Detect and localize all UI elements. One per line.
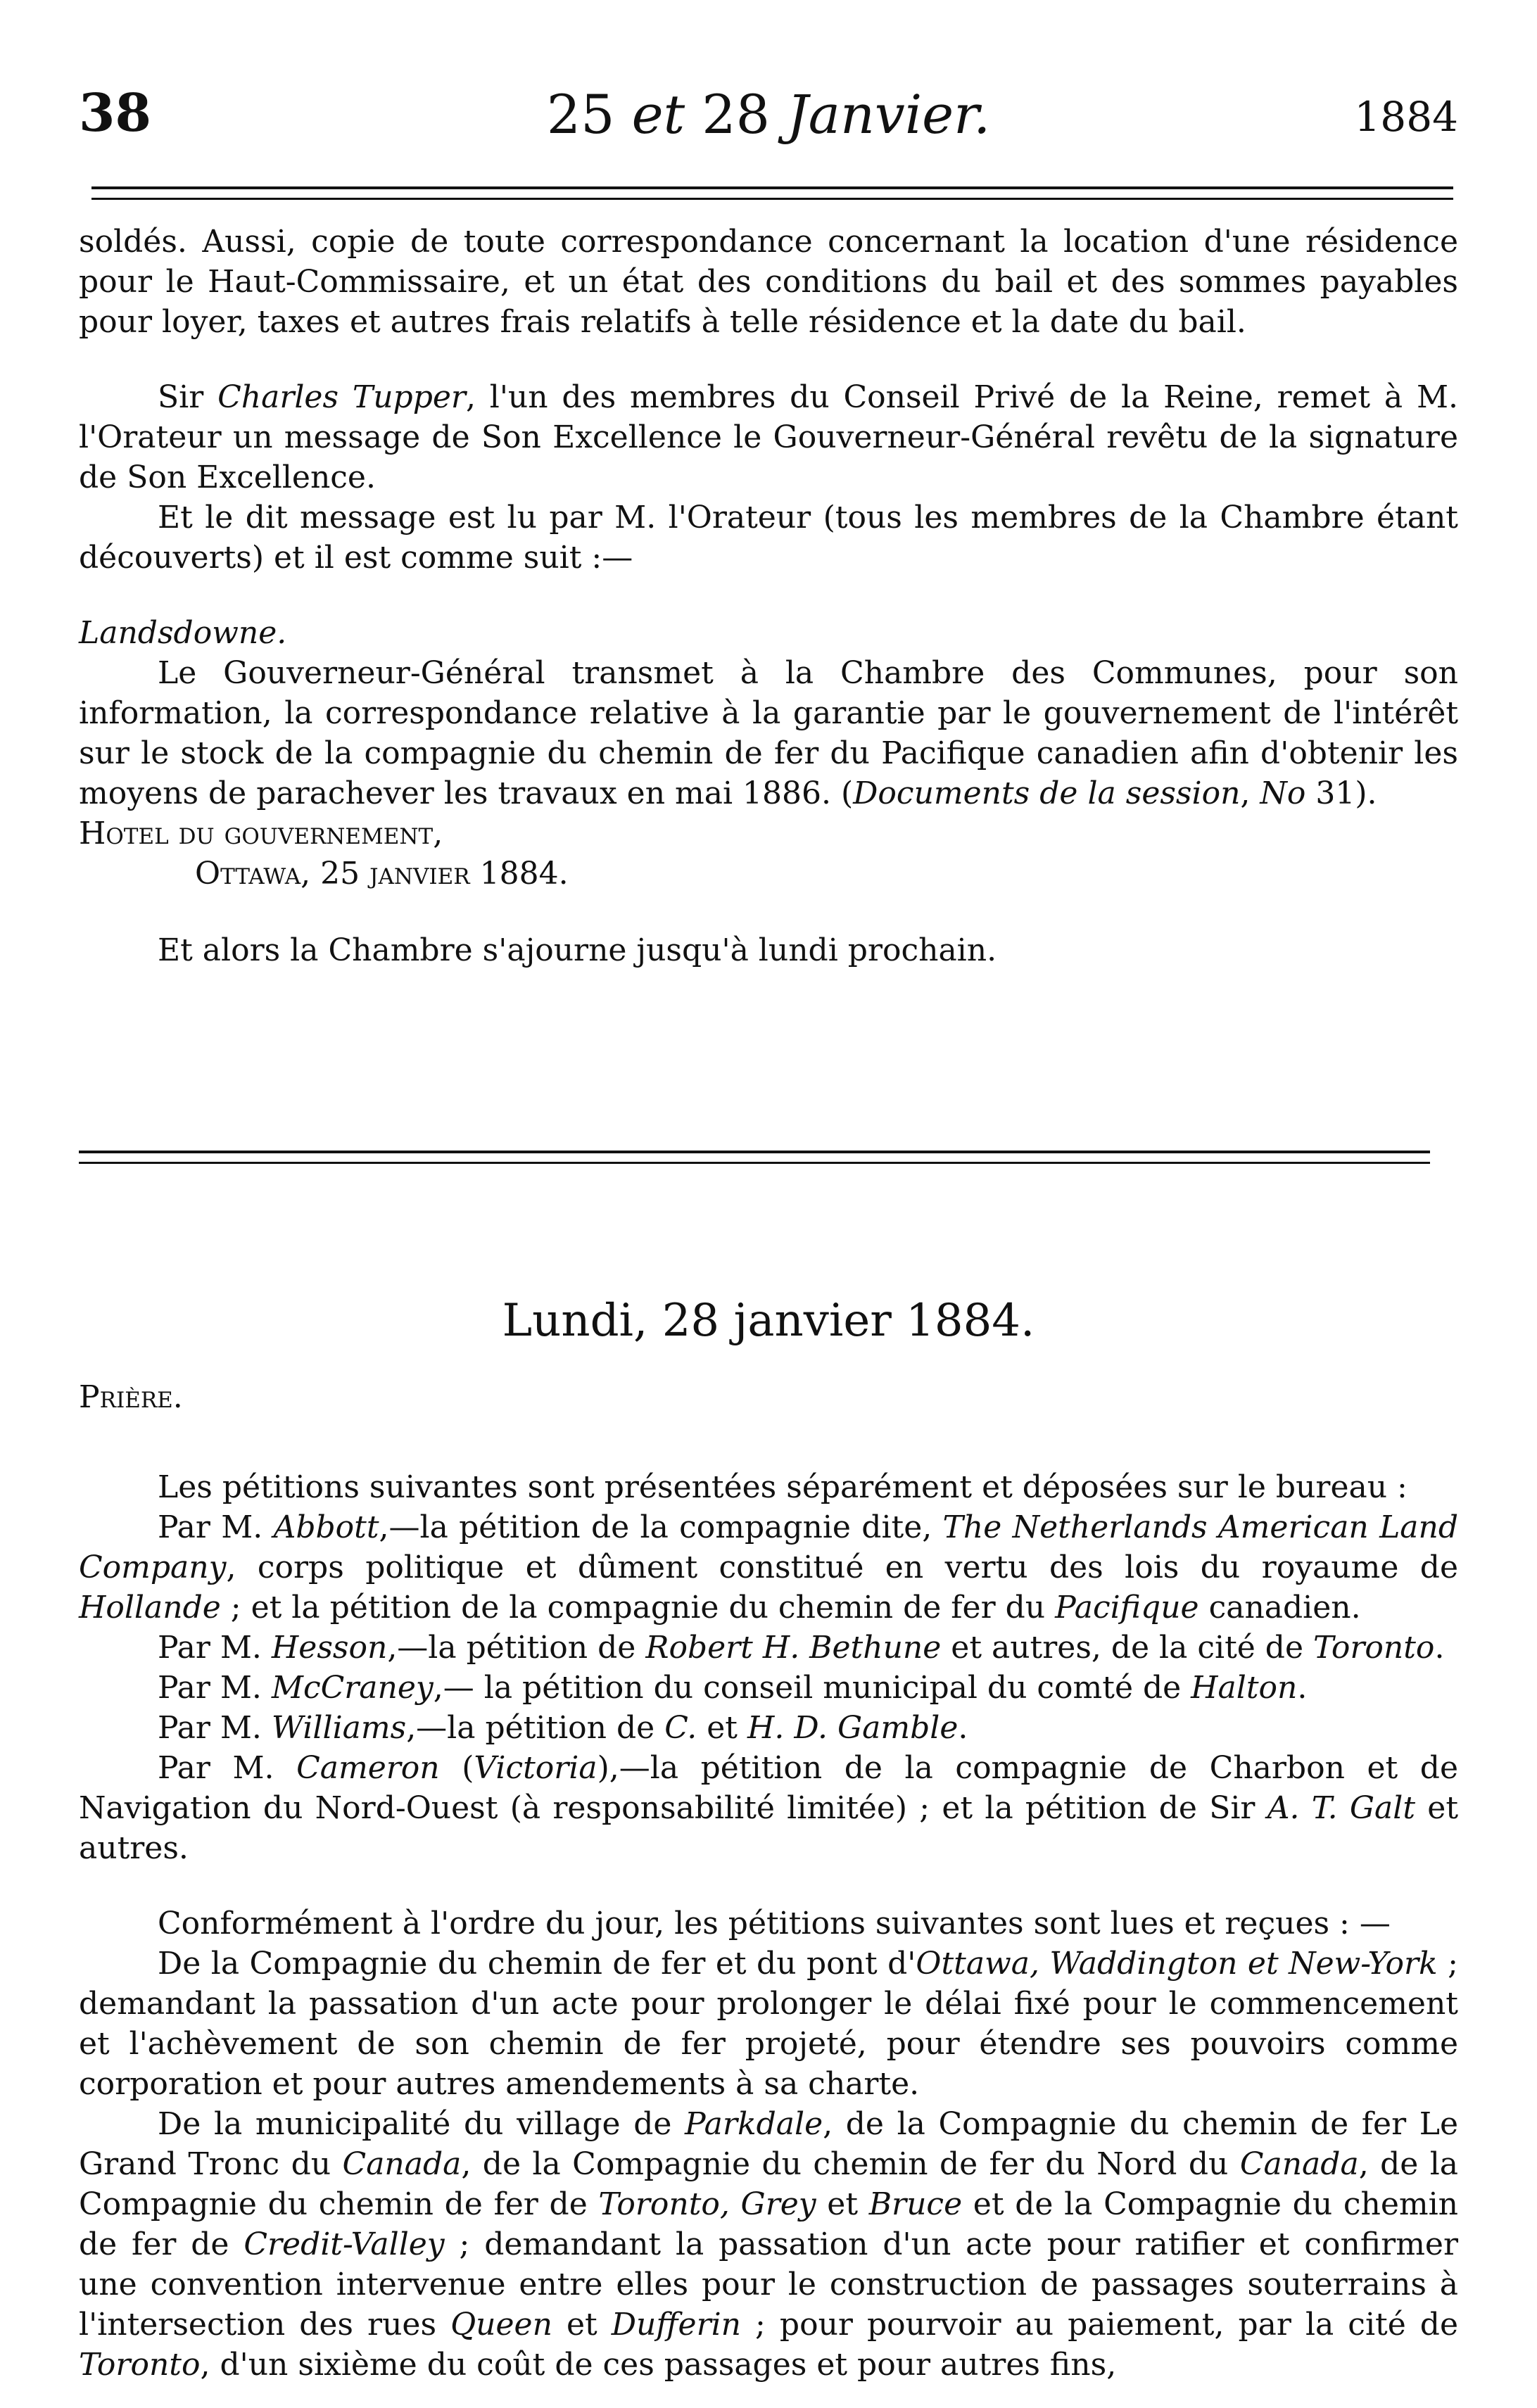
header-rule-top [91,186,1453,189]
title-et: et [631,83,685,146]
petition-abbott: Par M. Abbott,—la pétition de la compagnie dite, The Netherlands American Land Company, corps politique et dûment constitué en vertu des lois du royaume de Hollande ; et la pétition de la compagnie du chemin de fer du Pacifique canadien. [79,1509,1459,1626]
priere-label: Prière. [79,1379,183,1415]
title-month: Janvier. [787,83,991,146]
paragraph-solde: soldés. Aussi, copie de toute correspondance concernant la location d'une résidence pour le Haut-Commissaire, et un état des conditions du bail et des sommes payables pour loyer, taxes et autres frais relatifs à telle résidence et la date du bail. [79,224,1458,340]
paragraph-adjourn: Et alors la Chambre s'ajourne jusqu'à lundi prochain. [158,932,997,968]
signature-landsdowne: Landsdowne. [79,615,287,651]
paragraph-message: Et le dit message est lu par M. l'Orateur (tous les membres de la Chambre étant découverts) et il est comme suit :— [79,500,1458,576]
petition-parkdale: De la municipalité du village de Parkdale, de la Compagnie du chemin de fer Le Grand Tronc du Canada, de la Compagnie du chemin de fer du Nord du Canada, de la Compagnie du chemin de fer de Toronto, Grey et Bruce et de la Compagnie du chemin de fer de Credit-Valley ; demandant la passation d'un acte pour ratifier et confirmer une convention intervenue entre elles pour le construction de passages souterrains à l'intersection des rues Queen et Dufferin ; pour pourvoir au paiement, par la cité de Toronto, d'un sixième du coût de ces passages et pour autres fins, [79,2106,1459,2383]
read-intro: Conformément à l'ordre du jour, les pétitions suivantes sont lues et reçues : — [158,1906,1391,1941]
section-petitions [79,1467,1458,2385]
petition-hesson: Par M. Hesson,—la pétition de Robert H. Bethune et autres, de la cité de Toronto. [158,1630,1445,1666]
title-date-2: 28 [685,83,788,146]
header-rule-bottom [91,198,1453,200]
running-title [79,83,1458,146]
page-number: 38 [79,83,151,144]
section-divider-bottom [79,1162,1430,1164]
address-ottawa: Ottawa, 25 janvier 1884. [195,856,569,892]
section-divider-top [79,1151,1430,1153]
section-top [79,222,1458,970]
petition-ottawa-bridge: De la Compagnie du chemin de fer et du pont d'Ottawa, Waddington et New-York ; demandant la passation d'un acte pour prolonger le délai fixé pour le commencement et l'achèvement de son chemin de fer projeté, pour étendre ses pouvoirs comme corporation et pour autres amendements à sa charte. [79,1946,1459,2102]
title-date-1: 25 [546,83,632,146]
petitions-intro: Les pétitions suivantes sont présentées séparément et déposées sur le bureau : [158,1469,1408,1505]
paragraph-tupper: Sir Charles Tupper, l'un des membres du Conseil Privé de la Reine, remet à M. l'Orateur un message de Son Excellence le Gouverneur-Général revêtu de la signature de Son Excellence. [79,379,1458,495]
header-year: 1884 [1354,93,1458,141]
petition-cameron: Par M. Cameron (Victoria),—la pétition de la compagnie de Charbon et de Navigation du Nord-Ouest (à responsabilité limitée) ; et la pétition de Sir A. T. Galt et autres. [79,1750,1458,1866]
address-hotel: Hotel du gouvernement, [79,816,443,851]
page-header [79,83,1458,153]
petition-mccraney: Par M. McCraney,— la pétition du conseil municipal du comté de Halton. [158,1670,1308,1706]
day-title: Lundi, 28 janvier 1884. [502,1295,1035,1347]
petition-williams: Par M. Williams,—la pétition de C. et H. D. Gamble. [158,1710,968,1746]
paragraph-governor: Le Gouverneur-Général transmet à la Chambre des Communes, pour son information, la correspondance relative à la garantie par le gouvernement de l'intérêt sur le stock de la compagnie du chemin de fer du Pacifique canadien afin d'obtenir les moyens de parachever les travaux en mai 1886. (Documents de la session, No 31). [79,655,1458,811]
